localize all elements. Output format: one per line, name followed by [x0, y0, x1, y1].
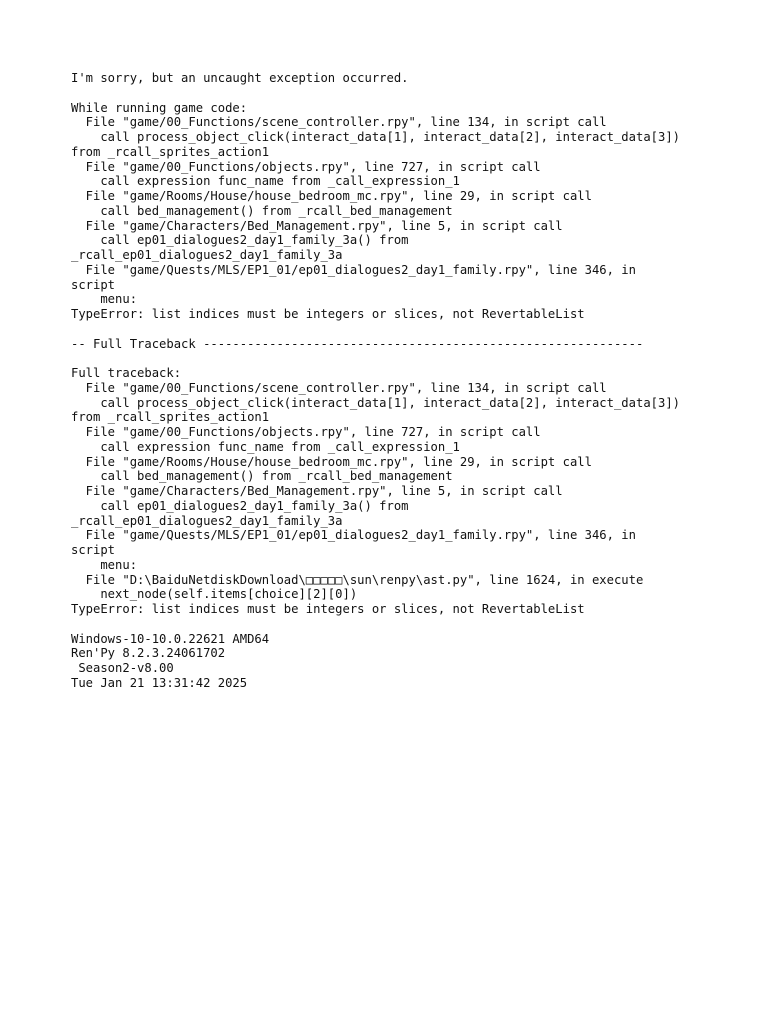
- traceback-line: call expression func_name from _call_expression_1: [71, 174, 460, 189]
- traceback-line: File "game/Characters/Bed_Management.rpy", line 5, in script call: [71, 218, 563, 233]
- traceback-line: File "game/Quests/MLS/EP1_01/ep01_dialogues2_day1_family.rpy", line 346, in: [71, 262, 636, 277]
- traceback-line: call ep01_dialogues2_day1_family_3a() from: [71, 498, 409, 513]
- traceback-line: call process_object_click(interact_data[1], interact_data[2], interact_data[3]): [71, 395, 681, 410]
- traceback-line: script: [71, 543, 116, 557]
- traceback-line: File "game/Quests/MLS/EP1_01/ep01_dialogues2_day1_family.rpy", line 346, in: [71, 528, 636, 543]
- traceback-line: File "D:\BaiduNetdiskDownload\□□□□□\sun\renpy\ast.py", line 1624, in execute: [71, 572, 644, 587]
- traceback-line: call process_object_click(interact_data[1], interact_data[2], interact_data[3]): [71, 130, 681, 144]
- renpy-version: Ren'Py 8.2.3.24061702: [71, 646, 226, 661]
- blank-line: [71, 322, 751, 337]
- traceback-line: File "game/Characters/Bed_Management.rpy", line 5, in script call: [71, 484, 563, 498]
- traceback-line: File "game/00_Functions/objects.rpy", line 727, in script call: [71, 425, 541, 439]
- platform-info: Windows-10-10.0.22621 AMD64: [71, 631, 270, 646]
- traceback-line: File "game/00_Functions/scene_controller.rpy", line 134, in script call: [71, 380, 607, 395]
- section-heading-full-traceback: Full traceback:: [71, 366, 182, 380]
- traceback-line: menu:: [71, 557, 138, 572]
- traceback-line: from _rcall_sprites_action1: [71, 410, 270, 425]
- traceback-line: File "game/Rooms/House/house_bedroom_mc.rpy", line 29, in script call: [71, 454, 592, 469]
- full-traceback-divider: -- Full Traceback ------------------------------------------------------------: [71, 336, 644, 351]
- traceback-line: from _rcall_sprites_action1: [71, 144, 270, 159]
- traceback-line: File "game/00_Functions/objects.rpy", line 727, in script call: [71, 159, 541, 174]
- blank-line: [71, 86, 751, 101]
- traceback-line: File "game/00_Functions/scene_controller.rpy", line 134, in script call: [71, 115, 607, 130]
- traceback-line: _rcall_ep01_dialogues2_day1_family_3a: [71, 513, 343, 528]
- timestamp: Tue Jan 21 13:31:42 2025: [71, 675, 248, 690]
- traceback-line: File "game/Rooms/House/house_bedroom_mc.rpy", line 29, in script call: [71, 189, 592, 203]
- traceback-line: call bed_management() from _rcall_bed_management: [71, 203, 453, 218]
- blank-line: [71, 351, 751, 366]
- error-message: TypeError: list indices must be integers or slices, not RevertableList: [71, 602, 585, 616]
- traceback-line: call expression func_name from _call_expression_1: [71, 439, 460, 454]
- blank-line: [71, 617, 751, 632]
- section-heading-game-code: While running game code:: [71, 100, 248, 115]
- traceback-line: script: [71, 277, 116, 292]
- game-version: Season2-v8.00: [71, 661, 174, 675]
- traceback-line: next_node(self.items[choice][2][0]): [71, 587, 358, 602]
- traceback-line: call ep01_dialogues2_day1_family_3a() from: [71, 233, 409, 248]
- traceback-line: _rcall_ep01_dialogues2_day1_family_3a: [71, 248, 343, 262]
- traceback-line: menu:: [71, 292, 138, 307]
- error-intro: I'm sorry, but an uncaught exception occurred.: [71, 71, 409, 85]
- error-report: [71, 71, 751, 691]
- traceback-line: call bed_management() from _rcall_bed_management: [71, 469, 453, 484]
- error-message: TypeError: list indices must be integers or slices, not RevertableList: [71, 307, 585, 321]
